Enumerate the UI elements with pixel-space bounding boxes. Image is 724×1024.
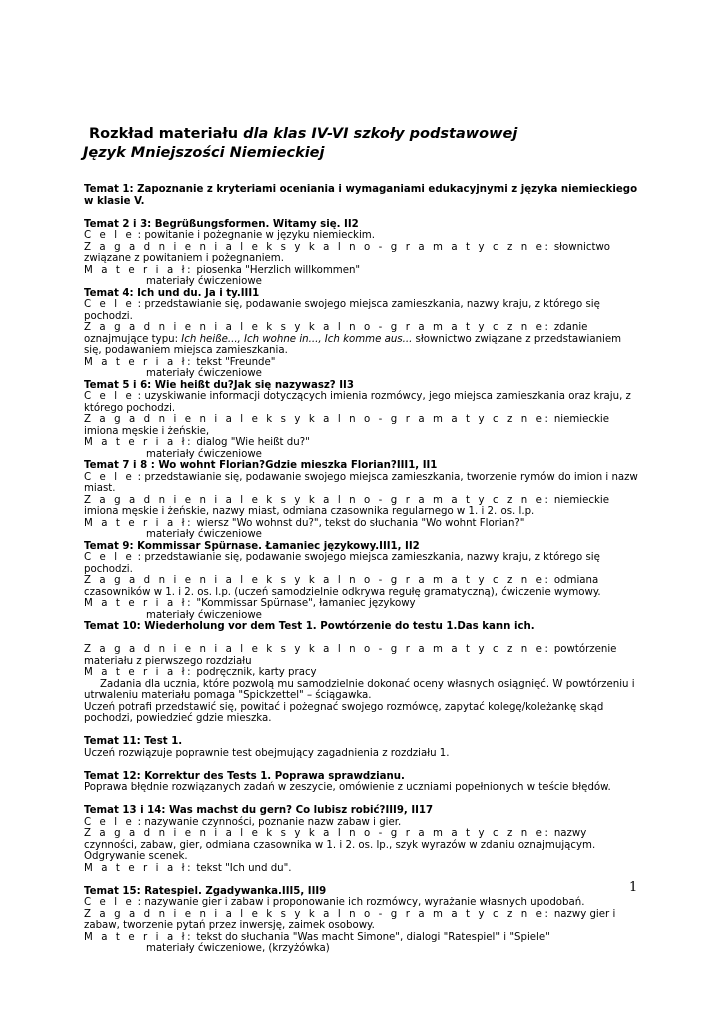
goals-line: C e l e : uzyskiwanie informacji dotyczących imienia rozmówcy, jego miejsca zamieszkania oraz kraju, z którego pochodzi. (84, 391, 631, 414)
material-line: M a t e r i a ł: tekst do słuchania "Was macht Simone", dialogi "Ratespiel" i "Spiele" (84, 931, 550, 943)
grammar-line: Z a g a d n i e n i a l e k s y k a l n o - g r a m a t y c z n e: nazwy czynności, zabaw, gier, odmiana czasownika w 1. i 2. os. lp., szyk wyrazów w zdaniu oznajmującym. Odgrywanie scenek. (84, 828, 596, 862)
grammar-line: Z a g a d n i e n i a l e k s y k a l n o - g r a m a t y c z n e: niemieckie imiona męskie i żeńskie, nazwy miast, odmiana czasownika regularnego w 1. i 2. os. l.p. (84, 494, 609, 517)
goals-line: C e l e : przedstawianie się, podawanie swojego miejsca zamieszkania, tworzenie rymów do imion i nazw miast. (84, 471, 638, 494)
material-line: M a t e r i a ł: tekst "Ich und du". (84, 862, 292, 874)
grammar-line: Z a g a d n i e n i a l e k s y k a l n o - g r a m a t y c z n e: niemieckie imiona męskie i żeńskie, (84, 414, 609, 437)
goals-line: C e l e : powitanie i pożegnanie w języku niemieckim. (84, 230, 375, 241)
title-line-1: Rozkład materiału dla klas IV-VI szkoły podstawowej (89, 126, 518, 142)
goals-line: C e l e : nazywanie gier i zabaw i proponowanie ich rozmówcy, wyrażanie własnych upodobań. (84, 897, 585, 908)
topic-heading: Temat 13 i 14: Was machst du gern? Co lubisz robić?III9, II17 (84, 805, 434, 816)
topic-heading: Temat 2 i 3: Begrüßungsformen. Witamy się. II2 (84, 218, 359, 230)
material-line: M a t e r i a ł: piosenka "Herzlich willkommen" (84, 264, 361, 276)
material-line: M a t e r i a ł: podręcznik, karty pracy (84, 667, 317, 678)
topic-heading: Temat 11: Test 1. (84, 736, 183, 747)
goals-line: C e l e : nazywanie czynności, poznanie nazw zabaw i gier. (84, 816, 402, 828)
grammar-line: Z a g a d n i e n i a l e k s y k a l n o - g r a m a t y c z n e: zdanie oznajmujące typu: Ich heiße..., Ich wohne in..., Ich komme aus... słownictwo związane z przedstawianiem się, podawaniem miejsca zamieszkania. (84, 322, 622, 356)
exercise-materials: materiały ćwiczeniowe (146, 609, 262, 621)
topic-heading: Temat 4: Ich und du. Ja i ty.III1 (84, 287, 260, 299)
page-number: 1 (629, 880, 638, 895)
goals-line: C e l e : przedstawianie się, podawanie swojego miejsca zamieszkania, nazwy kraju, z którego się pochodzi. (84, 552, 600, 575)
document-title (83, 125, 683, 163)
topic-heading: Temat 7 i 8 : Wo wohnt Florian?Gdzie mieszka Florian?III1, II1 (84, 460, 438, 471)
material-line: M a t e r i a ł: wiersz "Wo wohnst du?", tekst do słuchania "Wo wohnt Florian?" (84, 517, 525, 529)
grammar-line: Z a g a d n i e n i a l e k s y k a l n o - g r a m a t y c z n e: powtórzenie materiału z pierwszego rozdziału (84, 644, 617, 667)
material-line: M a t e r i a ł: "Kommissar Spürnase", łamaniec językowy (84, 598, 416, 609)
topic-heading: Temat 5 i 6: Wie heißt du?Jak się nazywasz? II3 (84, 379, 354, 391)
paragraph: Uczeń rozwiązuje poprawnie test obejmujący zagadnienia z rozdziału 1. (84, 747, 450, 759)
paragraph: Uczeń potrafi przedstawić się, powitać i pożegnać swojego rozmówcę, zapytać kolegę/koleżankę skąd pochodzi, powiedzieć gdzie mieszka. (84, 701, 604, 724)
exercise-materials: materiały ćwiczeniowe (146, 368, 262, 379)
exercise-materials: materiały ćwiczeniowe (146, 448, 262, 460)
topic-heading: Temat 1: Zapoznanie z kryteriami oceniania i wymaganiami edukacyjnymi z języka niemieckiego w klasie V. (84, 184, 638, 207)
document-body (84, 184, 638, 955)
topic-heading: Temat 9: Kommissar Spürnase. Łamaniec językowy.III1, II2 (84, 540, 420, 552)
grammar-line: Z a g a d n i e n i a l e k s y k a l n o - g r a m a t y c z n e: nazwy gier i zabaw, tworzenie pytań przez inwersję, zaimek osobowy. (84, 908, 616, 931)
grammar-line: Z a g a d n i e n i a l e k s y k a l n o - g r a m a t y c z n e: odmiana czasowników w 1. i 2. os. l.p. (uczeń samodzielnie odkrywa regułę gramatyczną), ćwiczenie wymowy. (84, 575, 601, 598)
material-line: M a t e r i a ł: dialog "Wie heißt du?" (84, 437, 310, 448)
paragraph: Zadania dla ucznia, które pozwolą mu samodzielnie dokonać oceny własnych osiągnięć. W powtórzeniu i utrwaleniu materiału pomaga "Spickzettel" – ściągawka. (84, 678, 635, 701)
topic-heading: Temat 12: Korrektur des Tests 1. Poprawa sprawdzianu. (84, 770, 405, 782)
goals-line: C e l e : przedstawianie się, podawanie swojego miejsca zamieszkania, nazwy kraju, z którego się pochodzi. (84, 299, 600, 322)
title-line-2: Język Mniejszości Niemieckiej (83, 145, 325, 161)
grammar-line: Z a g a d n i e n i a l e k s y k a l n o - g r a m a t y c z n e: słownictwo związane z powitaniem i pożegnaniem. (84, 241, 611, 264)
topic-heading: Temat 10: Wiederholung vor dem Test 1. Powtórzenie do testu 1.Das kann ich. (84, 621, 535, 632)
exercise-materials: materiały ćwiczeniowe, (krzyżówka) (146, 943, 330, 954)
paragraph: Poprawa błędnie rozwiązanych zadań w zeszycie, omówienie z uczniami popełnionych w teście błędów. (84, 782, 611, 793)
exercise-materials: materiały ćwiczeniowe (146, 529, 262, 540)
material-line: M a t e r i a ł: tekst "Freunde" (84, 356, 276, 368)
exercise-materials: materiały ćwiczeniowe (146, 276, 262, 287)
topic-heading: Temat 15: Ratespiel. Zgadywanka.III5, III9 (84, 885, 327, 897)
